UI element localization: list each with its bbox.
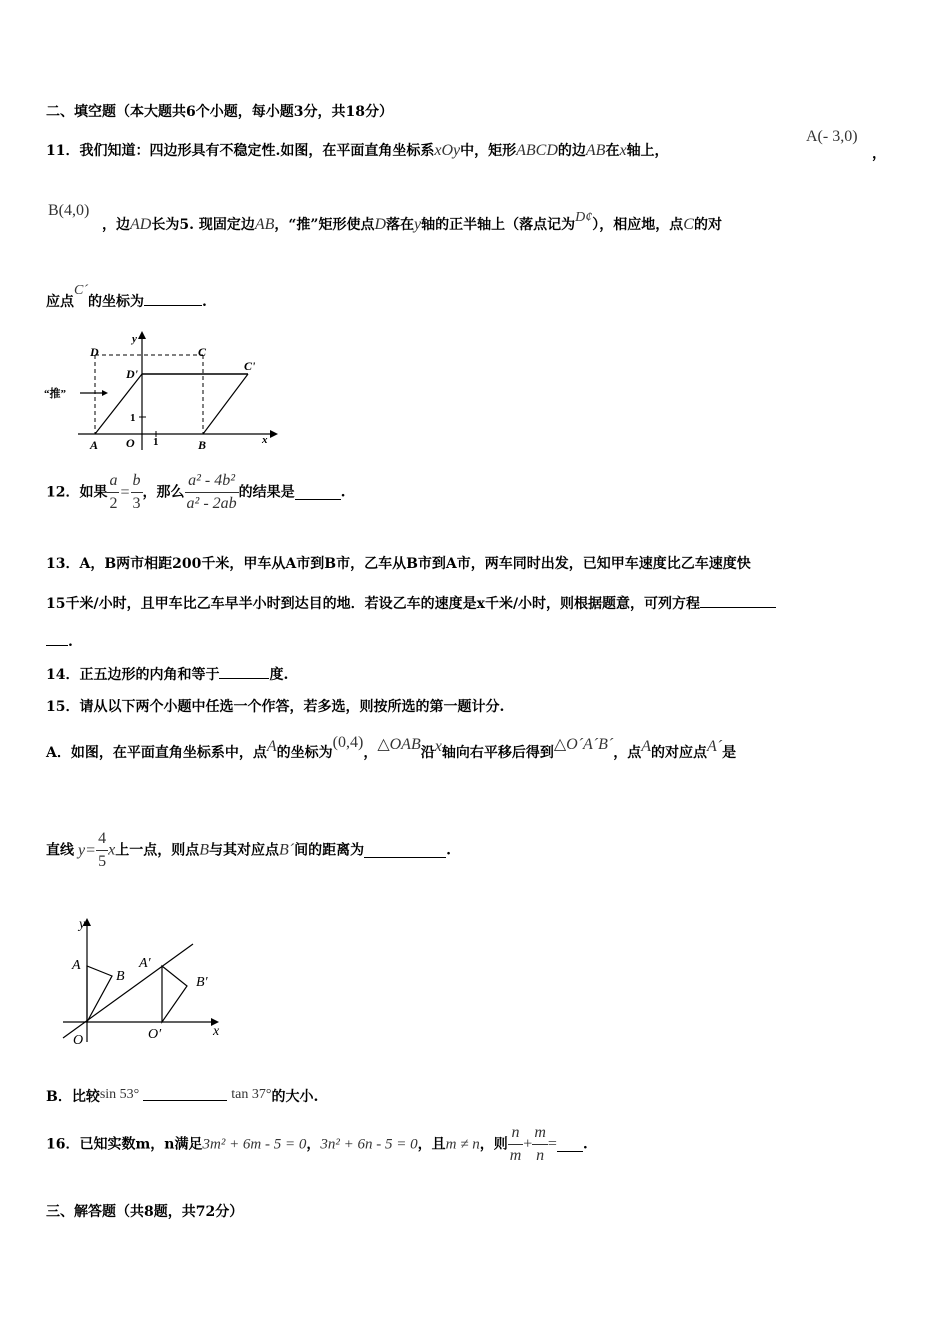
fig-label-d-prime: D' <box>126 367 138 381</box>
fig2-label-y: y <box>79 917 86 932</box>
answer-blank[interactable] <box>219 665 269 679</box>
q16-frac-nm-den: m <box>509 1147 522 1164</box>
q15-a-line1 <box>46 734 737 761</box>
q15-text: 轴向右平移后得到 <box>441 745 554 761</box>
q15-tri-prime: △O´A´B´ <box>553 736 614 753</box>
fig-label-b: B <box>198 438 207 452</box>
q12-text: 12．如果 <box>46 484 108 501</box>
q14-line <box>46 665 288 682</box>
q16-frac-mn-den: n <box>536 1147 545 1164</box>
q16-line <box>46 1122 588 1167</box>
q11-point-b: B(4,0) <box>48 202 90 219</box>
q15-text: B．比较 <box>46 1089 100 1105</box>
q16-neq: m ≠ n <box>445 1136 480 1153</box>
fig2-label-b: B <box>116 969 125 984</box>
q16-frac-nm-num: n <box>508 1122 524 1145</box>
q15-text: 间的距离为 <box>294 842 365 859</box>
q11-text: 11．我们知道：四边形具有不稳定性.如图，在平面直角坐标系 <box>46 143 435 159</box>
q15-var-b-prime: B´ <box>279 841 295 859</box>
q11-c-prime: C´ <box>74 283 88 298</box>
q11-end: . <box>202 294 207 310</box>
fig2-label-a-prime: A′ <box>139 956 151 971</box>
q11-text: 轴的正半轴上（落点记为 <box>421 217 576 233</box>
q15-text: 上一点，则点 <box>115 842 200 859</box>
q13-line1: 13．A，B两市相距200千米，甲车从A市到B市，乙车从B市到A市，两车同时出发，已知甲车速度比乙车速度快 <box>46 556 751 572</box>
q11-text: 应点 <box>46 294 74 310</box>
q11-var-y: y <box>414 216 422 233</box>
q13-line3 <box>46 632 73 649</box>
q11-var-ab2: AB <box>254 216 275 233</box>
q16-end: . <box>582 1136 588 1153</box>
q12-text: ，那么 <box>142 484 185 501</box>
q11-point-a: A(- 3,0) <box>806 128 858 145</box>
q15-var-a: A <box>266 738 277 755</box>
fig-label-d: D <box>90 345 99 359</box>
q15-text: 沿 <box>420 745 435 761</box>
q15-text: 的大小. <box>271 1089 319 1105</box>
q14-text: 度. <box>269 667 289 683</box>
answer-blank[interactable] <box>143 1087 227 1101</box>
q16-frac-nm <box>508 1122 524 1167</box>
section-title: 三、解答题（共8题，共72分） <box>46 1204 244 1220</box>
q12-frac-a-den: 2 <box>109 495 118 512</box>
q11-comma: ， <box>872 146 886 162</box>
q15-line-eq: = <box>86 841 96 859</box>
q11-text: 的边 <box>557 143 586 159</box>
answer-blank[interactable] <box>557 1138 583 1152</box>
q16-equals: = <box>547 1135 557 1153</box>
q13-text: 15千米/小时，且甲车比乙车早半小时到达目的地．若设乙车的速度是x千米/小时，则根据题意，可列方程 <box>46 596 701 612</box>
q16-frac-mn-num: m <box>532 1122 548 1145</box>
q15-line-frac-num: 4 <box>96 828 108 851</box>
q16-plus: + <box>523 1135 533 1153</box>
q15-text: 的坐标为 <box>276 745 333 761</box>
q15-text: 是 <box>722 745 737 761</box>
q12-frac-a-num: a <box>107 470 119 493</box>
q11-var-c: C <box>683 216 694 233</box>
q11-text: ），相应地，点 <box>592 217 684 233</box>
q16-text: ，且 <box>417 1136 446 1153</box>
q12-text: 的结果是 <box>238 484 295 501</box>
q12-frac-expr <box>185 470 239 515</box>
q15-var-a2: A <box>641 738 651 755</box>
q16-frac-mn <box>532 1122 548 1167</box>
q15-line-frac <box>96 828 108 873</box>
q11-text: ，“推”矩形使点 <box>274 217 375 233</box>
q11-text: 的坐标为 <box>88 294 144 310</box>
q15-var-b: B <box>199 841 210 859</box>
q11-text: 在 <box>605 143 620 159</box>
q11-d-prime: D¢ <box>575 210 593 225</box>
fig-label-c-prime: C' <box>244 359 256 373</box>
fig-label-one-x: 1 <box>153 436 159 448</box>
q15-line-frac-den: 5 <box>98 853 107 870</box>
q12-frac-b <box>131 470 143 515</box>
q11-text: 长为5. 现固定边 <box>151 217 255 233</box>
q11-line2 <box>102 210 722 233</box>
q16-text: ， <box>306 1136 321 1153</box>
answer-blank[interactable] <box>295 486 341 500</box>
q15-coord-a: (0,4) <box>332 734 364 751</box>
q15-text: 的对应点 <box>651 745 707 761</box>
q16-eq2: 3n² + 6n - 5 = 0 <box>320 1136 418 1153</box>
q12-frac-expr-den: a² - 2ab <box>186 495 237 512</box>
q11-var-xoy: xOy <box>434 142 461 159</box>
answer-blank[interactable] <box>364 844 446 858</box>
q15-intro: 15．请从以下两个小题中任选一个作答，若多选，则按所选的第一题计分. <box>46 699 505 715</box>
q11-text: 落在 <box>386 217 415 233</box>
q15-text: A．如图，在平面直角坐标系中，点 <box>46 745 267 761</box>
q15-b-line <box>46 1087 318 1105</box>
q12-end: . <box>340 484 346 501</box>
answer-blank-cont[interactable] <box>46 632 68 646</box>
q11-text: 的对 <box>693 217 722 233</box>
q11-text: 中，矩形 <box>460 143 517 159</box>
fig2-label-o-prime: O′ <box>148 1027 162 1042</box>
q15-text: 与其对应点 <box>209 842 280 859</box>
fig-label-o: O <box>126 436 135 450</box>
fig2-label-b-prime: B′ <box>196 975 208 990</box>
q15-var-a-prime: A´ <box>707 738 723 755</box>
q15-end: . <box>446 842 452 859</box>
fig2-label-o: O <box>73 1033 84 1048</box>
fig-label-one-y: 1 <box>130 412 136 424</box>
q11-var-ad: AD <box>130 216 152 233</box>
q13-end: . <box>68 634 73 650</box>
answer-blank[interactable] <box>144 292 202 306</box>
q12-frac-expr-num: a² - 4b² <box>185 470 239 493</box>
q12-frac-b-den: 3 <box>132 495 141 512</box>
q14-text: 14．正五边形的内角和等于 <box>46 667 220 683</box>
q15-line-y: y <box>78 841 86 859</box>
q12-line <box>46 470 346 515</box>
answer-blank[interactable] <box>700 594 776 608</box>
q15-tri-oab: △OAB <box>377 736 421 753</box>
q11-var-x: x <box>619 142 627 159</box>
fig-label-push: “推” <box>44 388 66 400</box>
fig-label-c: C <box>198 345 207 359</box>
q11-figure <box>40 325 280 455</box>
fig2-label-a: A <box>72 958 81 973</box>
q15-text: 直线 <box>46 842 74 859</box>
q11-text: 轴上， <box>626 143 669 159</box>
q15-line-x: x <box>108 841 116 859</box>
fig-label-y: y <box>132 333 137 345</box>
q15-tan: tan 37° <box>231 1087 272 1102</box>
q12-frac-b-num: b <box>131 470 143 493</box>
fig2-label-x: x <box>213 1024 220 1039</box>
q16-text: ，则 <box>479 1136 508 1153</box>
q15-sin: sin 53° <box>99 1087 140 1102</box>
q11-var-d: D <box>374 216 387 233</box>
q16-text: 16．已知实数m，n满足 <box>46 1136 203 1153</box>
q12-frac-a <box>107 470 119 515</box>
q13-line2 <box>46 594 776 611</box>
q11-line3 <box>46 283 207 310</box>
q16-eq1: 3m² + 6m - 5 = 0 <box>202 1136 307 1153</box>
fig-label-x: x <box>262 434 268 446</box>
q15-text: ， <box>363 745 378 761</box>
q11-text: ，边 <box>102 217 130 233</box>
q15-figure <box>55 910 235 1050</box>
q12-equals: = <box>120 483 130 501</box>
q11-line1 <box>46 143 669 159</box>
q11-var-ab: AB <box>585 142 606 159</box>
q15-var-x: x <box>434 738 442 755</box>
section-title: 二、填空题（本大题共6个小题，每小题3分，共18分） <box>46 104 393 120</box>
q15-a-line2 <box>46 828 451 873</box>
fig-label-a: A <box>90 438 99 452</box>
q15-text: ，点 <box>613 745 642 761</box>
q11-var-abcd: ABCD <box>516 142 558 159</box>
